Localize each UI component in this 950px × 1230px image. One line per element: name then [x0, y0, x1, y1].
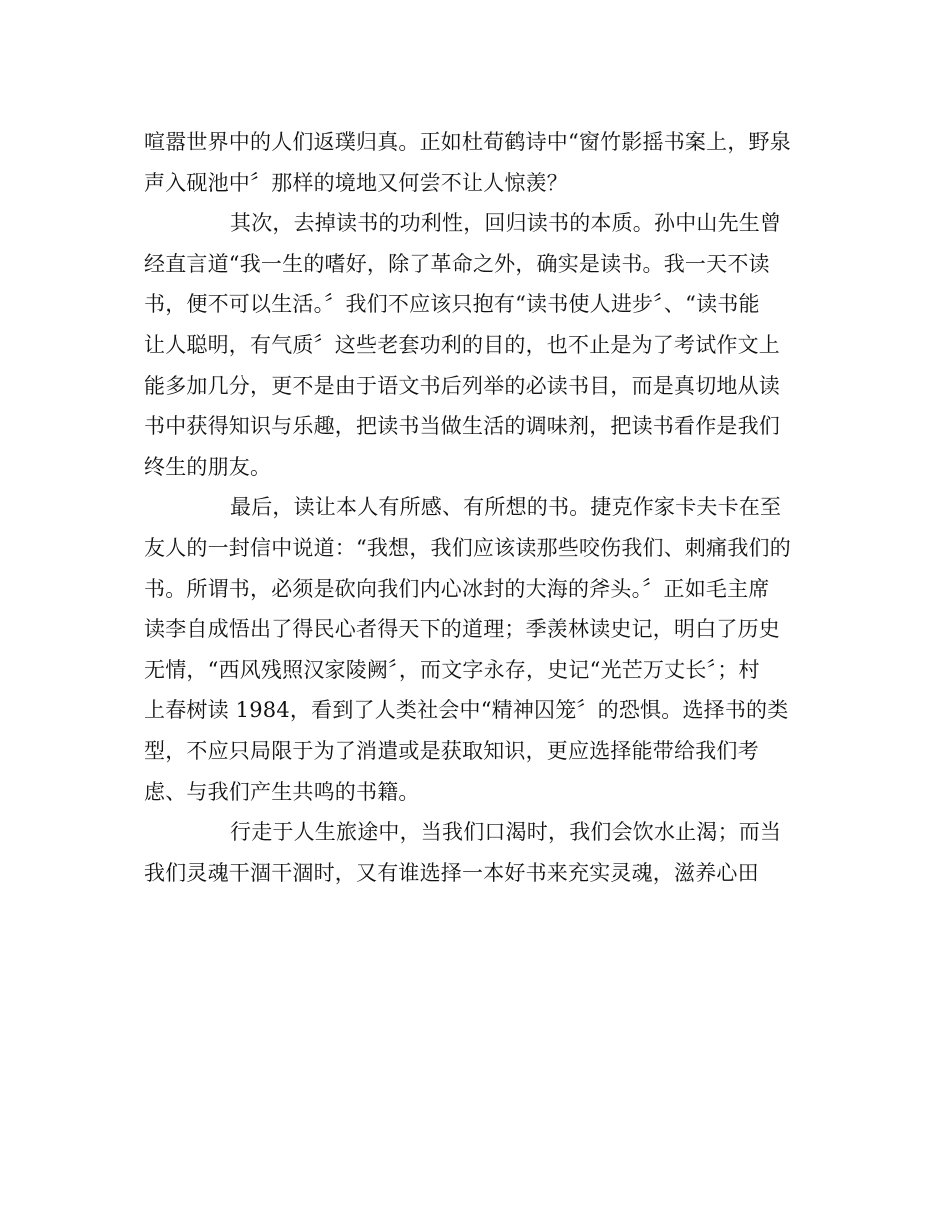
text-line: 声入砚池中〞那样的境地又何尝不让人惊羡？ [144, 170, 568, 195]
paragraph-3 [144, 487, 824, 812]
text-line: 让人聪明，有气质〞这些老套功利的目的，也不止是为了考试作文上 [144, 332, 780, 357]
text-line: 书，便不可以生活。〞我们不应该只抱有“读书使人进步〞、“读书能 [144, 292, 760, 317]
text-line: 经直言道“我一生的嗜好，除了革命之外，确实是读书。我一天不读 [144, 251, 770, 276]
text-line: 终生的朋友。 [144, 454, 272, 479]
text-line: 友人的一封信中说道：“我想，我们应该读那些咬伤我们、刺痛我们的 [144, 535, 791, 560]
text-line: 型，不应只局限于为了消遣或是获取知识，更应选择能带给我们考 [144, 738, 759, 763]
paragraph-4 [144, 812, 824, 893]
text-line: 其次，去掉读书的功利性，回归读书的本质。孙中山先生曾 [230, 211, 782, 236]
text-line: 最后，读让本人有所感、有所想的书。捷克作家卡夫卡在至 [230, 495, 782, 520]
text-line: 我们灵魂干涸干涸时，又有谁选择一本好书来充实灵魂，滋养心田 [144, 860, 759, 885]
text-line: 无情，“西风残照汉家陵阙〞，而文字永存，史记“光芒万丈长〞；村 [144, 657, 760, 682]
paragraph-1 [144, 122, 824, 203]
text-line: 书。所谓书，必须是砍向我们内心冰封的大海的斧头。〞正如毛主席 [144, 576, 770, 601]
text-line: 行走于人生旅途中，当我们口渴时，我们会饮水止渴；而当 [230, 820, 782, 845]
text-line: 书中获得知识与乐趣，把读书当做生活的调味剂，把读书看作是我们 [144, 414, 780, 439]
text-line: 喧嚣世界中的人们返璞归真。正如杜荀鹤诗中“窗竹影摇书案上，野泉 [144, 130, 791, 154]
text-line: 虑、与我们产生共鸣的书籍。 [144, 779, 420, 804]
text-line: 上春树读 1984，看到了人类社会中“精神囚笼〞的恐惧。选择书的类 [144, 698, 789, 723]
text-line: 能多加几分，更不是由于语文书后列举的必读书目，而是真切地从读 [144, 373, 780, 398]
text-line: 读李自成悟出了得民心者得天下的道理；季羡林读史记，明白了历史 [144, 617, 780, 642]
paragraph-2 [144, 203, 824, 487]
body-text [144, 122, 824, 893]
